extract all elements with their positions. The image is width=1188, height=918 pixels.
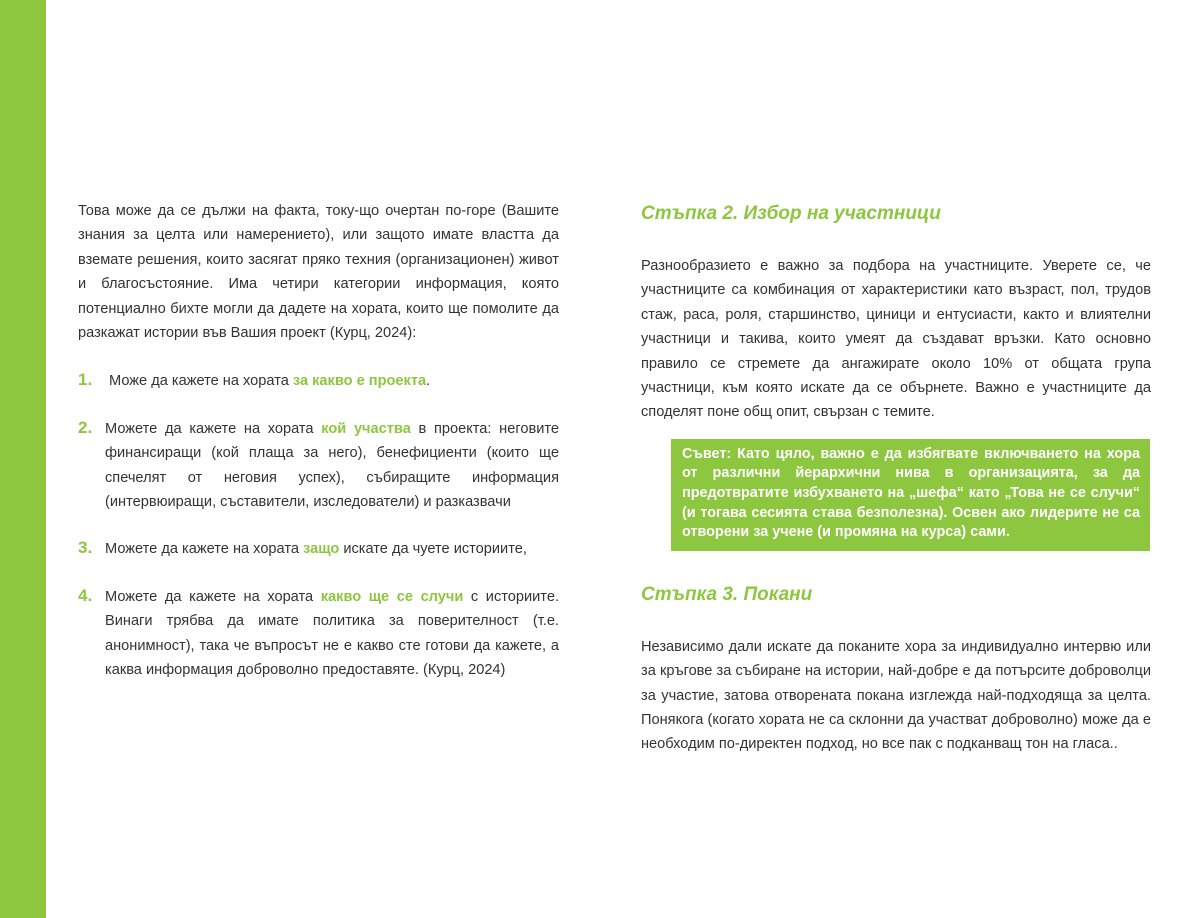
list-number: 1. — [78, 370, 93, 390]
right-column — [641, 199, 1151, 757]
list-highlight: за какво е проекта — [292, 373, 427, 390]
list-text: Можете да кажете на хората — [105, 541, 304, 558]
sidebar-accent-bar — [0, 0, 46, 918]
list-text-end: в проекта: неговите финансиращи (кой плаща за него), бенефициенти (които ще спечелят от неговия успех), събиращите информация (интервюиращи, съставители, изследователи) и разказвачи — [105, 420, 559, 511]
info-categories-list — [78, 369, 559, 682]
step2-heading: Стъпка 2. Избор на участници — [641, 203, 941, 224]
list-highlight: защо — [303, 541, 340, 558]
step3-paragraph: Независимо дали искате да поканите хора за индивидуално интервю или за кръгове за събиране на истории, най-добре е да потърсите доброволци за участие, затова отворената покана изглежда най-подходяща за целта. Понякога (когато хората не са склонни да участват доброволно) може да е необходим по-директен подход, но все пак с подканващ тон на гласа.. — [641, 638, 1151, 753]
list-text: Можете да кажете на хората — [105, 588, 321, 605]
list-number: 3. — [78, 538, 93, 558]
list-item — [78, 537, 559, 561]
left-column — [78, 199, 559, 683]
list-highlight: кой участва — [321, 420, 411, 437]
list-text-end: с историите. Винаги трябва да имате политика за поверителност (т.е. анонимност), така че въпросът не е какво сте готови да кажете, а каква информация доброволно предоставяте. (Курц, 2024) — [105, 588, 559, 679]
tip-box: Съвет: Като цяло, важно е да избягвате включването на хора от различни йерархични нива в организацията, за да предотвратите избухването на „шефа“ като „Това не се случи“ (и тогава сесията става безполезна). Освен ако лидерите не са отворени за учене (и промяна на курса) сами. — [671, 439, 1150, 551]
list-text-end: искате да чуете историите, — [339, 541, 527, 558]
list-number: 2. — [78, 417, 93, 437]
list-number: 4. — [78, 585, 93, 605]
list-text: Можете да кажете на хората — [105, 420, 322, 437]
list-text: Може да кажете на хората — [109, 373, 293, 390]
list-item — [78, 417, 559, 515]
list-item — [78, 369, 559, 393]
list-item — [78, 585, 559, 683]
list-highlight: какво ще се случи — [320, 588, 464, 605]
list-text-end: . — [426, 373, 431, 390]
step2-paragraph: Разнообразието е важно за подбора на участниците. Уверете се, че участниците са комбинация от характеристики като възраст, пол, трудов стаж, раса, роля, старшинство, циници и ентусиасти, както и влиятелни участници и такива, които умеят да създават връзки. Като основно правило се стремете да ангажирате около 10% от общата група участници, към която искате да се обърнете. Важно е участниците да споделят поне общ опит, свързан с темите. — [641, 258, 1151, 421]
intro-paragraph: Това може да се дължи на факта, току-що очертан по-горе (Вашите знания за целта или намерението), или защото имате властта да вземате решения, които засягат пряко техния (организационен) живот и благосъстояние. Има четири категории информация, която потенциално бихте могли да дадете на хората, които ще помолите да разкажат истории във Вашия проект (Курц, 2024): — [78, 203, 559, 342]
step3-heading: Стъпка 3. Покани — [641, 583, 813, 605]
